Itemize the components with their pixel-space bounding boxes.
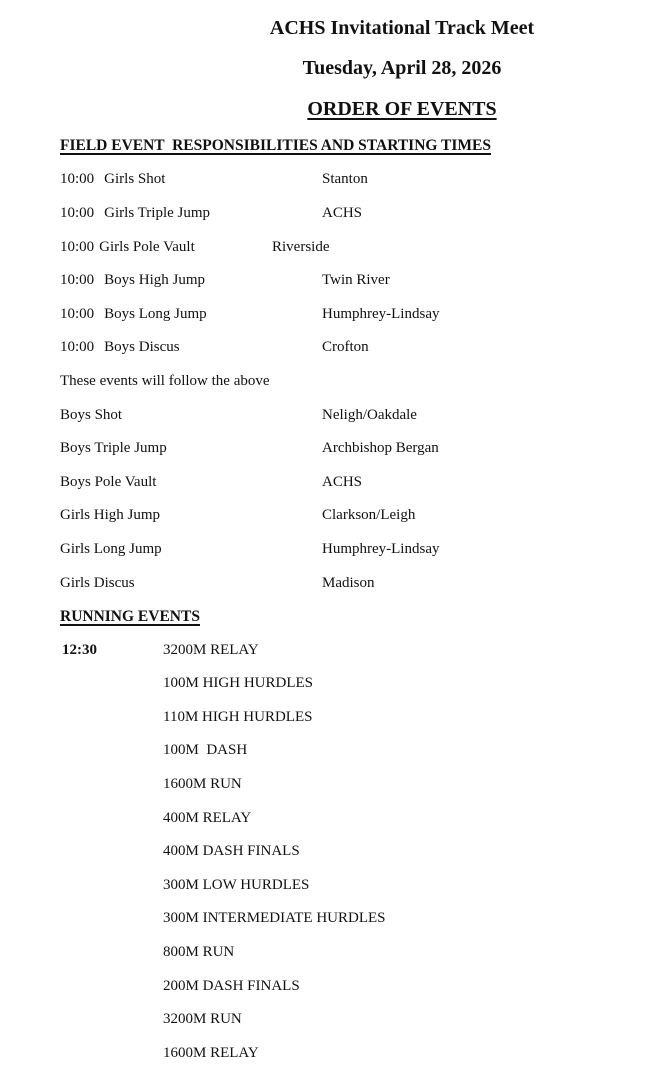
event-name: Boys Discus xyxy=(104,339,180,356)
event-name: Boys Triple Jump xyxy=(60,440,167,457)
event-start-time: 10:00 xyxy=(60,305,95,322)
field-event-row xyxy=(60,398,641,432)
responsible-school: Stanton xyxy=(322,171,368,188)
running-event-name: 400M DASH FINALS xyxy=(163,843,300,860)
document-header xyxy=(0,0,661,130)
responsible-school: Humphrey-Lindsay xyxy=(322,305,440,322)
running-event-row xyxy=(60,667,641,701)
running-events-heading-text: RUNNING EVENTS xyxy=(60,607,200,625)
event-start-time: 10:00 xyxy=(60,339,95,356)
running-event-name: 1600M RELAY xyxy=(163,1044,259,1061)
event-name: Boys Pole Vault xyxy=(60,473,157,490)
running-events-section-heading xyxy=(60,600,641,634)
event-name: Boys Long Jump xyxy=(104,305,207,322)
document-date: Tuesday, April 28, 2026 xyxy=(302,57,502,80)
responsible-school: Twin River xyxy=(322,272,390,289)
running-event-name: 300M LOW HURDLES xyxy=(163,876,310,893)
field-event-row xyxy=(60,331,641,365)
running-event-row xyxy=(60,1003,641,1037)
running-event-row xyxy=(60,801,641,835)
follow-field-events-list xyxy=(60,398,641,600)
event-start-time: 10:00 xyxy=(60,204,95,221)
event-name: Girls Long Jump xyxy=(60,540,162,557)
running-event-row xyxy=(60,734,641,768)
field-event-row xyxy=(60,197,641,231)
field-event-row xyxy=(60,566,641,600)
running-event-name: 100M DASH xyxy=(163,742,248,759)
running-event-name: 300M INTERMEDIATE HURDLES xyxy=(163,910,386,927)
responsible-school: Archbishop Bergan xyxy=(322,440,439,457)
event-name: Boys High Jump xyxy=(104,272,206,289)
field-event-row xyxy=(60,297,641,331)
running-event-row xyxy=(60,1037,641,1071)
running-event-name: 3200M RELAY xyxy=(163,641,259,658)
field-events-heading-text: FIELD EVENT RESPONSIBILITIES AND STARTING TIMES xyxy=(60,137,492,155)
event-start-time: 10:00 xyxy=(60,238,95,255)
running-event-row xyxy=(60,835,641,869)
responsible-school: ACHS xyxy=(322,473,363,490)
order-of-events-heading: ORDER OF EVENTS xyxy=(307,97,497,120)
running-start-time: 12:30 xyxy=(62,641,97,658)
running-event-name: 1600M RUN xyxy=(163,776,242,793)
event-name: Girls Discus xyxy=(60,574,135,591)
field-event-row xyxy=(60,163,641,197)
field-events-section-heading xyxy=(60,130,641,164)
running-event-row xyxy=(60,969,641,1003)
running-event-row xyxy=(60,936,641,970)
responsible-school: Humphrey-Lindsay xyxy=(322,540,440,557)
event-start-time: 10:00 xyxy=(60,171,95,188)
responsible-school: Riverside xyxy=(272,238,330,255)
running-event-row xyxy=(60,869,641,903)
responsible-school: Madison xyxy=(322,574,375,591)
event-name: Girls Shot xyxy=(104,171,166,188)
running-event-name: 200M DASH FINALS xyxy=(163,977,300,994)
event-start-time: 10:00 xyxy=(60,272,95,289)
responsible-school: ACHS xyxy=(322,204,363,221)
event-name: Girls High Jump xyxy=(60,507,161,524)
event-name: Girls Triple Jump xyxy=(104,204,211,221)
running-event-name: 3200M RUN xyxy=(163,1011,242,1028)
running-event-name: 400M RELAY xyxy=(163,809,252,826)
timed-field-events-list xyxy=(60,163,641,365)
running-event-row xyxy=(60,633,641,667)
running-event-name: 800M RUN xyxy=(163,944,235,961)
running-event-name: 100M HIGH HURDLES xyxy=(163,675,313,692)
field-event-row xyxy=(60,230,641,264)
field-event-row xyxy=(60,432,641,466)
running-event-name: 110M HIGH HURDLES xyxy=(163,708,313,725)
document-title: ACHS Invitational Track Meet xyxy=(269,16,535,39)
running-events-list xyxy=(60,633,641,1070)
responsible-school: Crofton xyxy=(322,339,369,356)
running-event-row xyxy=(60,701,641,735)
field-event-row xyxy=(60,465,641,499)
event-name: Girls Pole Vault xyxy=(99,238,195,255)
field-event-row xyxy=(60,264,641,298)
running-event-row xyxy=(60,902,641,936)
event-name: Boys Shot xyxy=(60,406,123,423)
running-event-row xyxy=(60,768,641,802)
follow-note: These events will follow the above xyxy=(60,372,270,389)
field-event-row xyxy=(60,533,641,567)
responsible-school: Neligh/Oakdale xyxy=(322,406,417,423)
document-body xyxy=(60,130,641,1071)
responsible-school: Clarkson/Leigh xyxy=(322,507,416,524)
field-event-row xyxy=(60,499,641,533)
